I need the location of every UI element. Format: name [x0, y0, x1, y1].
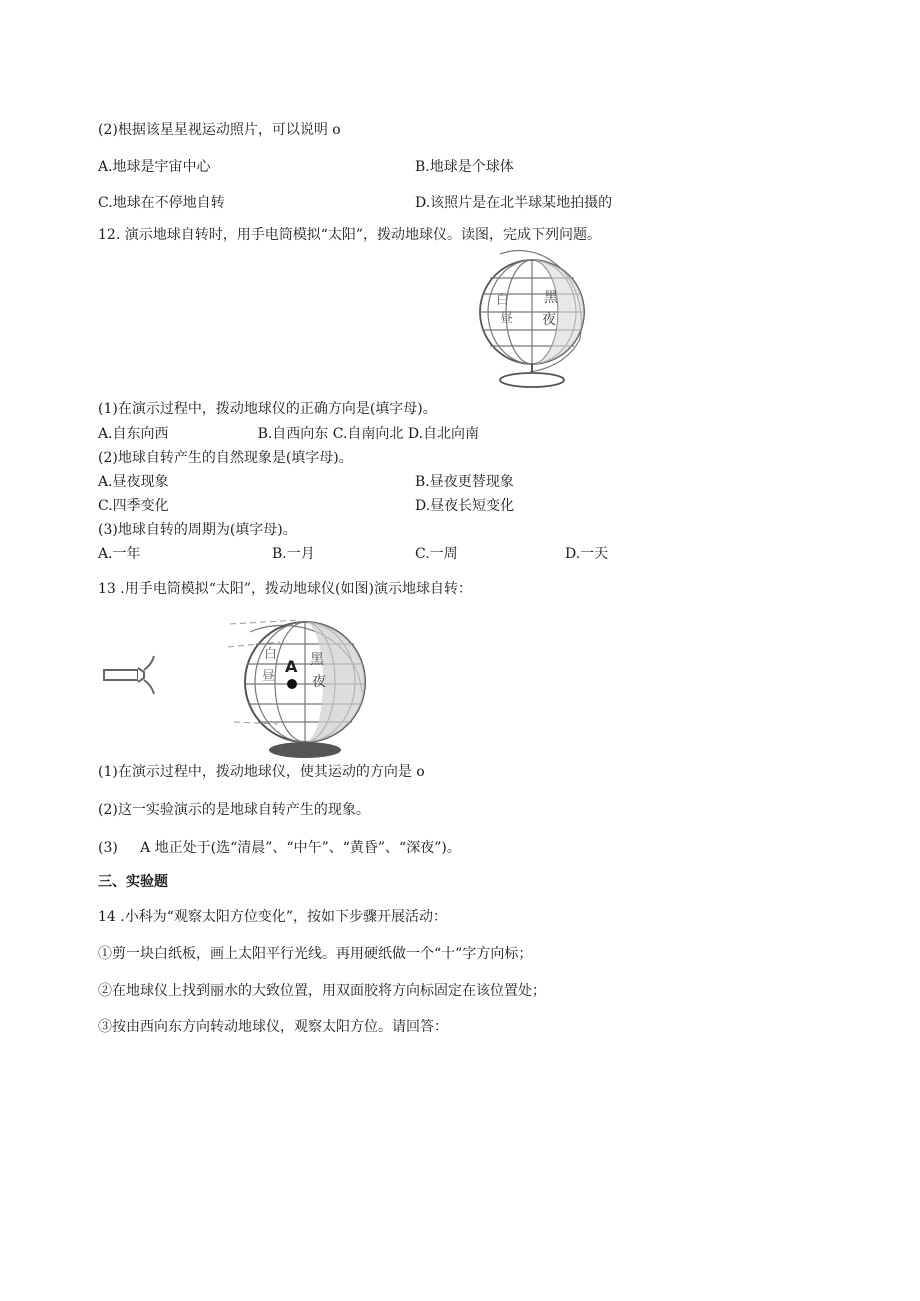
q11-option-c: C.地球在不停地自转 — [98, 195, 225, 211]
q12-part1-options: A.自东向西 B.自西向东 C.自南向北 D.自北向南 — [98, 426, 480, 442]
q13-part2: (2)这一实验演示的是地球自转产生的现象。 — [98, 802, 370, 818]
q12-p3-option-b: B.一月 — [272, 546, 315, 562]
q13-stem: 13 .用手电筒模拟“太阳”，拨动地球仪(如图)演示地球自转： — [98, 581, 472, 597]
q14-step-3: ③按由西向东方向转动地球仪，观察太阳方位。请回答： — [98, 1019, 448, 1035]
q12-day-label-1: 白 — [496, 293, 510, 308]
q12-p2-option-b: B.昼夜更替现象 — [415, 474, 514, 490]
q12-part2-stem: (2)地球自转产生的自然现象是(填字母)。 — [98, 450, 353, 466]
q13-day-label-2: 昼 — [262, 669, 276, 684]
q13-night-label-1: 黑 — [310, 652, 324, 668]
q13-part1: (1)在演示过程中，拨动地球仪，使其运动的方向是 o — [98, 764, 425, 780]
q12-p2-option-a: A.昼夜现象 — [98, 474, 169, 490]
q14-stem: 14 .小科为“观察太阳方位变化”，按如下步骤开展活动： — [98, 909, 448, 925]
q12-p3-option-c: C.一周 — [415, 546, 458, 562]
q12-stem: 12. 演示地球自转时，用手电筒模拟“太阳”，拨动地球仪。读图，完成下列问题。 — [98, 227, 602, 243]
flashlight-icon — [104, 656, 154, 694]
q14-step-1: ①剪一块白纸板，画上太阳平行光线。再用硬纸做一个“十”字方向标； — [98, 946, 533, 962]
q11-option-a: A.地球是宇宙中心 — [98, 159, 211, 175]
q12-night-label-1: 黑 — [544, 290, 558, 306]
q13-day-label-1: 白 — [264, 647, 278, 662]
q13-point-label: A — [285, 657, 298, 676]
q12-p2-option-d: D.昼夜长短变化 — [415, 498, 515, 514]
q12-p2-option-c: C.四季变化 — [98, 498, 169, 514]
q13-night-label-2: 夜 — [312, 674, 326, 690]
point-a-marker — [287, 679, 297, 689]
q11-option-d: D.该照片是在北半球某地拍摄的 — [415, 195, 613, 211]
q12-p3-option-d: D.一天 — [565, 546, 609, 562]
q12-p3-option-a: A.一年 — [98, 546, 141, 562]
q12-part3-stem: (3)地球自转的周期为(填字母)。 — [98, 522, 297, 538]
q13-globe-figure — [100, 612, 390, 762]
q11-part2-stem: (2)根据该星星视运动照片，可以说明 o — [98, 122, 341, 138]
q12-part1-stem: (1)在演示过程中，拨动地球仪的正确方向是(填字母)。 — [98, 401, 437, 417]
q12-globe-figure — [470, 244, 600, 394]
q13-part3: (3) A 地正处于(选“清晨”、“中午”、“黄昏”、“深夜”)。 — [98, 840, 461, 856]
q12-day-label-2: 昼 — [500, 311, 514, 326]
section-title-experiment: 三、实验题 — [98, 874, 168, 890]
q12-night-label-2: 夜 — [542, 312, 556, 328]
q14-step-2: ②在地球仪上找到丽水的大致位置，用双面胶将方向标固定在该位置处； — [98, 983, 546, 999]
q11-option-b: B.地球是个球体 — [415, 159, 514, 175]
